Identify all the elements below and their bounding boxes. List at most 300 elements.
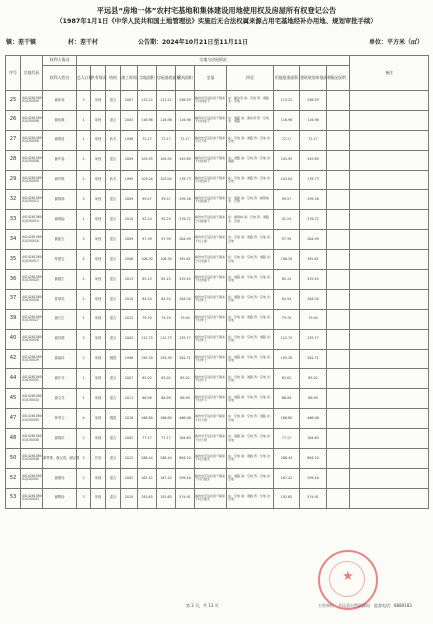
cell-bounds: 东：谢锦林 南：空地 西：道路 北：空地 [227, 210, 274, 230]
cell-remark [350, 130, 429, 150]
cell-usage-area: 77.17 [274, 429, 300, 449]
cell-location: 梅州市平远县差干镇差干村石陂头 [195, 488, 227, 508]
cell-year: 2012 [121, 309, 138, 329]
cell-usage-area: 106.30 [274, 250, 300, 270]
cell-bounds: 东：道路 南：谢伟寿 西：空地 北：道路 [227, 110, 274, 130]
cell-status [327, 91, 350, 111]
cell-population: 2 [77, 468, 91, 488]
header-status: 情况说明 [327, 66, 350, 91]
cell-base-area: 103.04 [157, 170, 176, 190]
cell-year: 2013 [121, 270, 138, 290]
cell-land-area: 288.44 [138, 449, 157, 469]
cell-year: 2002 [121, 429, 138, 449]
cell-index: 50 [6, 449, 21, 469]
header-remark: 备注 [350, 56, 429, 91]
cell-remark [350, 429, 429, 449]
cell-year: 2010 [121, 289, 138, 309]
cell-ownership: 单独 [91, 289, 106, 309]
cell-status [327, 150, 350, 170]
cell-base-area: 97.39 [157, 230, 176, 250]
cell-plan-area: 298.59 [300, 91, 327, 111]
village-label: 村：差干村 [68, 39, 99, 46]
cell-year: 2007 [121, 91, 138, 111]
table-row [6, 190, 429, 210]
table-row [6, 369, 429, 389]
cell-location: 梅州市平远县差干镇差干村下坝 [195, 429, 227, 449]
cell-ownership: 单独 [91, 389, 106, 409]
cell-build-area: 392.61 [176, 250, 195, 270]
cell-code: 441426106001JC00027 [21, 309, 43, 329]
cell-remark [350, 190, 429, 210]
table-row [6, 210, 429, 230]
cell-code: 441426106001JC00038 [21, 449, 43, 469]
table-row [6, 150, 429, 170]
cell-remark [350, 150, 429, 170]
cell-base-area: 116.96 [157, 110, 176, 130]
cell-index: 42 [6, 349, 21, 369]
cell-name: 谢振天 [43, 230, 77, 250]
cell-land-area: 85.15 [138, 270, 157, 290]
cell-build-area: 299.26 [176, 190, 195, 210]
table-row [6, 110, 429, 130]
cell-status [327, 309, 350, 329]
cell-status [327, 429, 350, 449]
cell-code: 441426106001JC00004 [21, 91, 43, 111]
cell-index: 27 [6, 130, 21, 150]
cell-name: 钟建宝 [43, 250, 77, 270]
cell-year: 2007 [121, 369, 138, 389]
cell-population: 1 [77, 210, 91, 230]
cell-bounds: 东：空地 南：道路 西：空地 北：空地 [227, 309, 274, 329]
cell-year: 2002 [121, 468, 138, 488]
cell-code: 441426106001JC00008 [21, 150, 43, 170]
cell-base-area: 113.22 [157, 91, 176, 111]
cell-status [327, 289, 350, 309]
cell-land-area: 112.75 [138, 329, 157, 349]
cell-build-area: 116.96 [176, 110, 195, 130]
cell-plan-area: 178.73 [300, 170, 327, 190]
cell-usage-area: 105.95 [274, 150, 300, 170]
cell-code: 441426106001JC00014 [21, 210, 43, 230]
cell-status [327, 449, 350, 469]
cell-land-area: 79.70 [138, 309, 157, 329]
cell-build-area: 299.40 [176, 468, 195, 488]
page-number: 第 2 页，共 13 页 [186, 603, 219, 608]
cell-code: 441426106001JC00041 [21, 468, 43, 488]
cell-index: 25 [6, 91, 21, 111]
table-row [6, 488, 429, 508]
cell-bounds: 东：道路 南：空地 西：空地 北：空地 [227, 468, 274, 488]
cell-usage-area: 166.80 [274, 409, 300, 429]
cell-remark [350, 409, 429, 429]
cell-land-area: 84.54 [138, 289, 157, 309]
cell-structure: 混合 [106, 91, 121, 111]
cell-year: 2003 [121, 329, 138, 349]
cell-bounds: 东：空地 南：道路 西：空地 北：空地 [227, 170, 274, 190]
table-row [6, 468, 429, 488]
cell-status [327, 270, 350, 290]
cell-bounds: 东：道路 南：空地 西：空地 北：空地 [227, 270, 274, 290]
cell-land-area: 166.80 [138, 409, 157, 429]
cell-ownership: 单独 [91, 488, 106, 508]
cell-year: 2006 [121, 250, 138, 270]
cell-plan-area: 65.02 [300, 369, 327, 389]
cell-code: 441426106001JC00016 [21, 230, 43, 250]
cell-location: 梅州市平远县差干镇差干村石陂头 [195, 468, 227, 488]
cell-structure: 混合 [106, 190, 121, 210]
cell-plan-area: 299.40 [300, 468, 327, 488]
cell-usage-area: 192.65 [274, 488, 300, 508]
period-label: 公告期：2024年10月21日至11月11日 [138, 39, 249, 46]
cell-remark [350, 270, 429, 290]
cell-status [327, 170, 350, 190]
cell-plan-area: 264.99 [300, 230, 327, 250]
cell-plan-area: 466.06 [300, 409, 327, 429]
cell-plan-area: 574.91 [300, 488, 327, 508]
cell-remark [350, 369, 429, 389]
cell-location: 梅州市平远县差干镇差干村坪上 [195, 309, 227, 329]
cell-index: 45 [6, 389, 21, 409]
cell-structure: 混合 [106, 449, 121, 469]
cell-structure: 混合 [106, 389, 121, 409]
cell-bounds: 东：空地 南：道路 西：空地 北：空地 [227, 488, 274, 508]
cell-population: 2 [77, 349, 91, 369]
cell-ownership: 单独 [91, 409, 106, 429]
cell-code: 441426106001JC00029 [21, 349, 43, 369]
cell-land-area: 195.30 [138, 349, 157, 369]
cell-status [327, 409, 350, 429]
cell-land-area: 86.99 [138, 389, 157, 409]
cell-status [327, 210, 350, 230]
cell-remark [350, 110, 429, 130]
cell-structure: 钢混 [106, 409, 121, 429]
cell-code: 441426106001JC00028 [21, 329, 43, 349]
cell-status [327, 190, 350, 210]
cell-build-area: 79.94 [176, 309, 195, 329]
cell-population: 4 [77, 409, 91, 429]
cell-index: 33 [6, 210, 21, 230]
header-structure: 结构 [106, 66, 121, 91]
cell-population: 3 [77, 230, 91, 250]
cell-location: 梅州市平远县差干镇差干村松树下 [195, 170, 227, 190]
cell-land-area: 103.04 [138, 170, 157, 190]
cell-ownership: 单独 [91, 270, 106, 290]
cell-build-area: 298.59 [176, 91, 195, 111]
header-base-area: 房屋基底面积 [157, 66, 176, 91]
cell-index: 35 [6, 250, 21, 270]
cell-bounds: 东：空地 南：空地 西：道路 北：空地 [227, 329, 274, 349]
cell-build-area: 164.65 [176, 429, 195, 449]
cell-year: 2010 [121, 210, 138, 230]
cell-population: 2 [77, 170, 91, 190]
cell-remark [350, 309, 429, 329]
cell-name: 谢赞维，谢汉燊，谢汉强 [43, 449, 77, 469]
cell-structure: 混合 [106, 210, 121, 230]
cell-code: 441426106001JC00026 [21, 289, 43, 309]
cell-structure: 混合 [106, 369, 121, 389]
cell-structure: 混合 [106, 468, 121, 488]
notice-title: 平远县“房地一体”农村宅基地和集体建设用地使用权及房屋所有权登记公告 [96, 6, 337, 15]
cell-plan-area: 264.04 [300, 289, 327, 309]
header-population: 总人口数 [77, 66, 91, 91]
cell-status [327, 250, 350, 270]
cell-land-area: 192.65 [138, 488, 157, 508]
cell-name: 曾翠英 [43, 289, 77, 309]
cell-ownership: 单独 [91, 130, 106, 150]
cell-code: 441426106001JC00006 [21, 110, 43, 130]
cell-plan-area: 864.20 [300, 449, 327, 469]
cell-plan-area: 276.72 [300, 210, 327, 230]
table-row [6, 91, 429, 111]
cell-year: 2009 [121, 190, 138, 210]
table-row [6, 429, 429, 449]
notice-meta [6, 37, 427, 47]
table-row [6, 409, 429, 429]
cell-name: 谢锦灿 [43, 210, 77, 230]
cell-structure: 混合 [106, 110, 121, 130]
cell-build-area: 86.99 [176, 389, 195, 409]
cell-name: 谢汗芬 [43, 369, 77, 389]
table-row [6, 250, 429, 270]
cell-status [327, 369, 350, 389]
cell-base-area: 65.02 [157, 369, 176, 389]
cell-usage-area: 113.22 [274, 91, 300, 111]
cell-bounds: 东：道路 南：空地 西：谢锦灿 北：空地 [227, 190, 274, 210]
cell-bounds: 东：空地 南：道路 西：空地 北：空地 [227, 230, 274, 250]
cell-code: 441426106001JC00012 [21, 190, 43, 210]
cell-ownership: 单独 [91, 309, 106, 329]
cell-name: 谢石生 [43, 309, 77, 329]
header-usage: 用地批准面积 [274, 66, 300, 91]
table-row [6, 309, 429, 329]
cell-base-area: 106.30 [157, 250, 176, 270]
cell-build-area: 574.91 [176, 488, 195, 508]
cell-remark [350, 289, 429, 309]
town-label: 镇：差干镇 [6, 39, 37, 46]
phone: 监督电话：8889183 [374, 603, 412, 608]
cell-year: 1998 [121, 130, 138, 150]
cell-index: 36 [6, 270, 21, 290]
cell-location: 梅州市平远县差干镇差干村石陂头 [195, 449, 227, 469]
cell-remark [350, 488, 429, 508]
cell-name: 谢森扬 [43, 349, 77, 369]
official-seal [318, 550, 378, 610]
header-code: 宗地代码 [21, 56, 43, 91]
cell-build-area: 255.45 [176, 270, 195, 290]
cell-code: 441426106001JC00031 [21, 369, 43, 389]
cell-name: 谢健生 [43, 270, 77, 290]
cell-land-area: 97.39 [138, 230, 157, 250]
cell-remark [350, 250, 429, 270]
cell-remark [350, 170, 429, 190]
cell-year: 2018 [121, 409, 138, 429]
table-row [6, 449, 429, 469]
cell-name: 谢德伟 [43, 468, 77, 488]
header-location: 坐落 [195, 66, 227, 91]
cell-land-area: 99.57 [138, 190, 157, 210]
cell-structure: 混合 [106, 270, 121, 290]
table-row [6, 329, 429, 349]
cell-code: 441426106001JC00036 [21, 429, 43, 449]
cell-population: 3 [77, 488, 91, 508]
header-rights-group: 权利人情况 [43, 56, 77, 66]
cell-code: 441426106001JC00009 [21, 170, 43, 190]
cell-bounds: 东：空地 南：空地 西：道路 北：空地 [227, 250, 274, 270]
cell-structure: 混合 [106, 309, 121, 329]
cell-status [327, 329, 350, 349]
cell-usage-area: 85.15 [274, 270, 300, 290]
cell-land-area: 65.02 [138, 369, 157, 389]
cell-usage-area: 116.96 [274, 110, 300, 130]
cell-land-area: 72.17 [138, 130, 157, 150]
cell-location: 梅州市平远县差干镇差干村松树下 [195, 150, 227, 170]
cell-year: 2010 [121, 488, 138, 508]
cell-remark [350, 91, 429, 111]
cell-build-area: 72.17 [176, 130, 195, 150]
cell-code: 441426106001JC00017 [21, 250, 43, 270]
cell-year: 1995 [121, 170, 138, 190]
cell-code: 441426106001JC00006 [21, 130, 43, 150]
header-plan: 建筑规划审批面积 [300, 66, 327, 91]
cell-population: 2 [77, 270, 91, 290]
cell-base-area: 288.44 [157, 449, 176, 469]
cell-ownership: 单独 [91, 250, 106, 270]
cell-name: 谢辉扬 [43, 488, 77, 508]
header-bounds: 四至 [227, 66, 274, 91]
cell-plan-area: 72.17 [300, 130, 327, 150]
cell-population: 1 [77, 130, 91, 150]
cell-build-area: 264.99 [176, 230, 195, 250]
cell-build-area: 261.71 [176, 349, 195, 369]
cell-plan-area: 299.26 [300, 190, 327, 210]
cell-base-area: 72.17 [157, 130, 176, 150]
cell-usage-area: 167.42 [274, 468, 300, 488]
cell-year: 2003 [121, 110, 138, 130]
cell-bounds: 东：谢伟寿 南：空地 西：道路 北：空地 [227, 91, 274, 111]
notice-subtitle: （1987年1月1日《中华人民共和国土地管理法》实施后无合法权属来源占用宅基地经补办用地、规划审批手续） [56, 17, 377, 25]
cell-index: 26 [6, 110, 21, 130]
cell-structure: 砖木 [106, 170, 121, 190]
cell-usage-area: 72.17 [274, 130, 300, 150]
cell-code: 441426106001JC00020 [21, 270, 43, 290]
cell-ownership: 单独 [91, 190, 106, 210]
header-build-area: 建筑面积 [176, 66, 195, 91]
cell-remark [350, 389, 429, 409]
cell-name: 谢文芬 [43, 389, 77, 409]
cell-bounds: 东：空地 南：道路 西：空地 北：空地 [227, 449, 274, 469]
cell-population: 1 [77, 369, 91, 389]
cell-year: 2009 [121, 230, 138, 250]
cell-ownership: 单独 [91, 91, 106, 111]
cell-bounds: 东：空地 南：道路 西：空地 北：空地 [227, 130, 274, 150]
cell-population: 3 [77, 91, 91, 111]
cell-status [327, 130, 350, 150]
cell-location: 梅州市平远县差干镇差干村新屋下 [195, 190, 227, 210]
table-row [6, 389, 429, 409]
cell-location: 梅州市平远县差干镇差干村祠堂下 [195, 110, 227, 130]
cell-base-area: 84.54 [157, 289, 176, 309]
cell-land-area: 167.42 [138, 468, 157, 488]
cell-usage-area: 84.54 [274, 289, 300, 309]
cell-ownership: 单独 [91, 329, 106, 349]
cell-land-area: 77.17 [138, 429, 157, 449]
cell-location: 梅州市平远县差干镇差干村坪上 [195, 329, 227, 349]
cell-usage-area: 86.99 [274, 389, 300, 409]
cell-usage-area: 195.30 [274, 349, 300, 369]
cell-plan-area: 229.77 [300, 329, 327, 349]
cell-usage-area: 103.04 [274, 170, 300, 190]
table-row [6, 270, 429, 290]
table-row [6, 349, 429, 369]
cell-ownership: 单独 [91, 429, 106, 449]
cell-name: 谢锦洪 [43, 429, 77, 449]
cell-plan-area: 345.89 [300, 150, 327, 170]
cell-year: 2012 [121, 449, 138, 469]
cell-structure: 混合 [106, 329, 121, 349]
cell-ownership: 单独 [91, 210, 106, 230]
cell-location: 梅州市平远县差干镇差干村上屋 [195, 230, 227, 250]
cell-base-area: 167.42 [157, 468, 176, 488]
cell-location: 梅州市平远县差干镇差干村下坝 [195, 409, 227, 429]
cell-population: 1 [77, 110, 91, 130]
cell-name: 谢伟雄 [43, 110, 77, 130]
cell-plan-area: 164.65 [300, 429, 327, 449]
cell-plan-area: 392.61 [300, 250, 327, 270]
cell-location: 梅州市平远县差干镇差干村井下 [195, 369, 227, 389]
cell-base-area: 112.75 [157, 329, 176, 349]
header-ownership: 共有情况 [91, 66, 106, 91]
cell-land-area: 113.22 [138, 91, 157, 111]
cell-name: 谢其德 [43, 329, 77, 349]
cell-ownership: 单独 [91, 230, 106, 250]
cell-index: 37 [6, 289, 21, 309]
cell-population: 2 [77, 429, 91, 449]
cell-index: 29 [6, 170, 21, 190]
cell-remark [350, 449, 429, 469]
cell-build-area: 345.89 [176, 150, 195, 170]
cell-location: 梅州市平远县差干镇差干村老屋下 [195, 270, 227, 290]
cell-index: 34 [6, 230, 21, 250]
cell-structure: 混合 [106, 289, 121, 309]
cell-name: 谢华春 [43, 150, 77, 170]
cell-code: 441426106001JC00035 [21, 409, 43, 429]
cell-bounds: 东：空地 南：空地 西：道路 北：空地 [227, 409, 274, 429]
cell-build-area: 864.20 [176, 449, 195, 469]
cell-index: 48 [6, 429, 21, 449]
table-row [6, 170, 429, 190]
cell-population: 5 [77, 250, 91, 270]
cell-bounds: 东：道路 南：空地 西：空地 北：空地 [227, 389, 274, 409]
table-row [6, 230, 429, 250]
cell-structure: 砖木 [106, 130, 121, 150]
cell-ownership: 单独 [91, 369, 106, 389]
cell-index: 32 [6, 190, 21, 210]
issuer: 公告单位：平远县自然资源局 [318, 603, 370, 608]
cell-remark [350, 329, 429, 349]
cell-land-area: 106.30 [138, 250, 157, 270]
cell-usage-area: 288.44 [274, 449, 300, 469]
cell-ownership: 单独 [91, 110, 106, 130]
cell-base-area: 166.80 [157, 409, 176, 429]
cell-base-area: 192.65 [157, 488, 176, 508]
cell-population: 1 [77, 309, 91, 329]
cell-base-area: 105.95 [157, 150, 176, 170]
cell-location: 梅州市平远县差干镇差干村祠堂下 [195, 91, 227, 111]
cell-land-area: 116.96 [138, 110, 157, 130]
cell-structure: 混合 [106, 429, 121, 449]
cell-population: 1 [77, 389, 91, 409]
registration-table [5, 55, 429, 509]
